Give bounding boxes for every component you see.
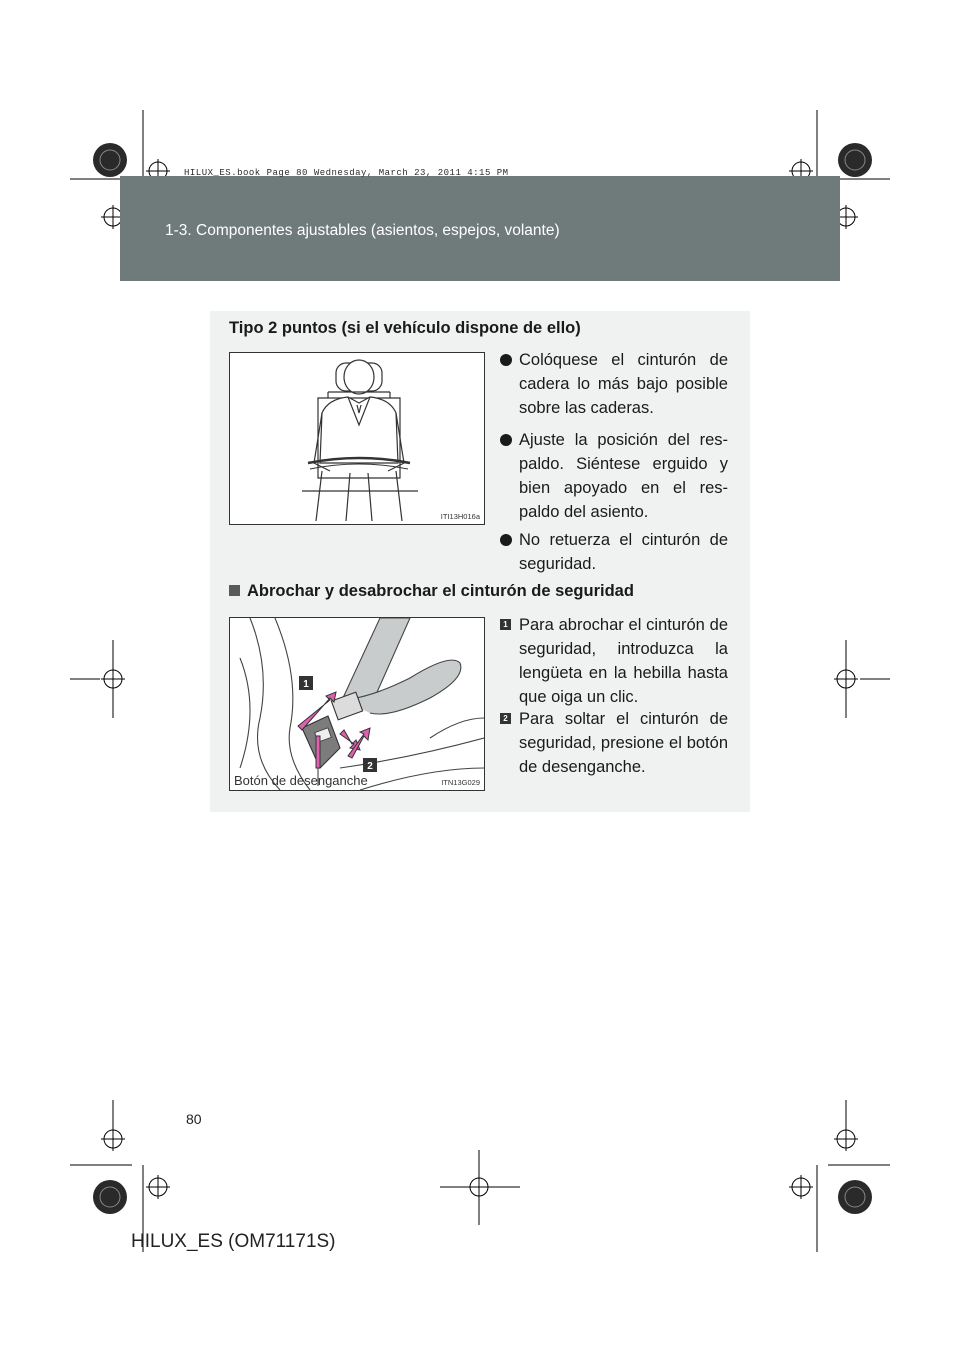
bullet-item-2: [500, 428, 728, 524]
figure2-caption: Botón de desenganche: [234, 773, 368, 788]
heading-buckle-text: Abrochar y desabrochar el cinturón de seguridad: [247, 582, 634, 600]
section-title: 1-3. Componentes ajustables (asientos, espejos, volante): [165, 222, 560, 239]
seated-person-illustration: [230, 353, 484, 524]
figure-seated-person: [229, 352, 485, 525]
bullet-text: Ajuste la posición del res-paldo. Siéntese erguido y bien apoyado en el res-paldo del asiento.: [519, 431, 728, 521]
figure-buckle: [229, 617, 485, 791]
page-number: 80: [186, 1111, 202, 1127]
bullet-dot-icon: [500, 534, 512, 546]
bullet-dot-icon: [500, 354, 512, 366]
step-item-1: [500, 613, 728, 709]
step-item-2: [500, 707, 728, 779]
footer-doc-code: HILUX_ES (OM71171S): [131, 1231, 336, 1252]
step-text: Para soltar el cinturón de seguridad, presione el botón de desenganche.: [519, 710, 728, 776]
bullet-text: Colóquese el cinturón de cadera lo más bajo posible sobre las caderas.: [519, 351, 728, 417]
figure2-code: ITN13G029: [441, 778, 480, 787]
figure1-code: ITI13H016a: [440, 512, 480, 521]
step-text: Para abrochar el cinturón de seguridad, introduzca la lengüeta en la hebilla hasta que oiga un clic.: [519, 616, 728, 706]
bullet-dot-icon: [500, 434, 512, 446]
heading-two-point-belt: Tipo 2 puntos (si el vehículo dispone de ello): [229, 319, 581, 337]
buckle-illustration: [230, 618, 484, 790]
bullet-item-1: [500, 348, 728, 420]
book-stamp: HILUX_ES.book Page 80 Wednesday, March 23, 2011 4:15 PM: [184, 168, 509, 178]
square-bullet-icon: [229, 585, 240, 596]
step-number-icon: 2: [500, 713, 511, 724]
figure2-label-2: 2: [367, 761, 373, 772]
bullet-item-3: [500, 528, 728, 576]
bullet-text: No retuerza el cinturón de seguridad.: [519, 531, 728, 573]
figure2-label-1: 1: [303, 679, 309, 690]
step-number-icon: 1: [500, 619, 511, 630]
heading-buckle: [229, 582, 634, 601]
